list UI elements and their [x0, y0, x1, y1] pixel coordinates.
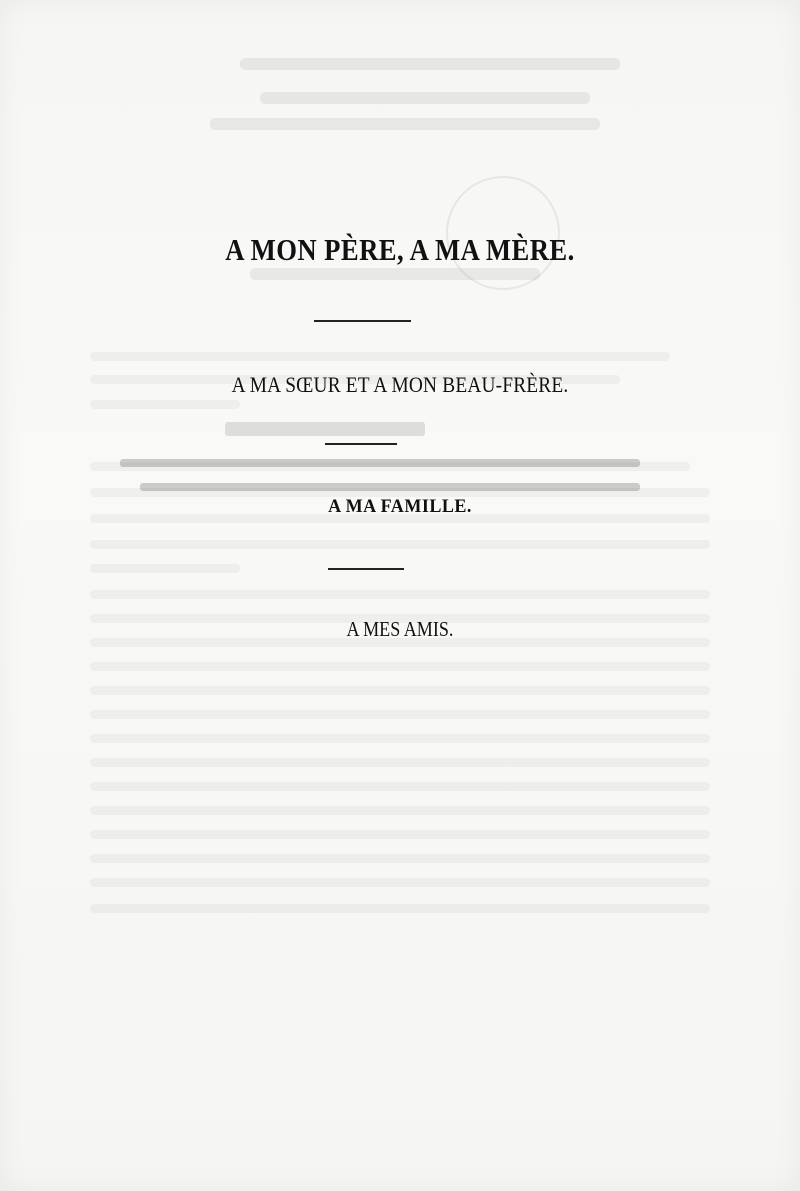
- divider-rule: [328, 568, 404, 570]
- dedication-parents: A MON PÈRE, A MA MÈRE.: [225, 232, 575, 267]
- dedication-sister-brother-in-law: A MA SŒUR ET A MON BEAU-FRÈRE.: [231, 372, 569, 397]
- divider-rule: [325, 443, 397, 445]
- dedication-friends: A MES AMIS.: [346, 617, 454, 641]
- divider-rule: [314, 320, 411, 322]
- reverse-side-dark-show-through: [100, 415, 660, 505]
- dedication-family: A MA FAMILLE.: [328, 496, 472, 517]
